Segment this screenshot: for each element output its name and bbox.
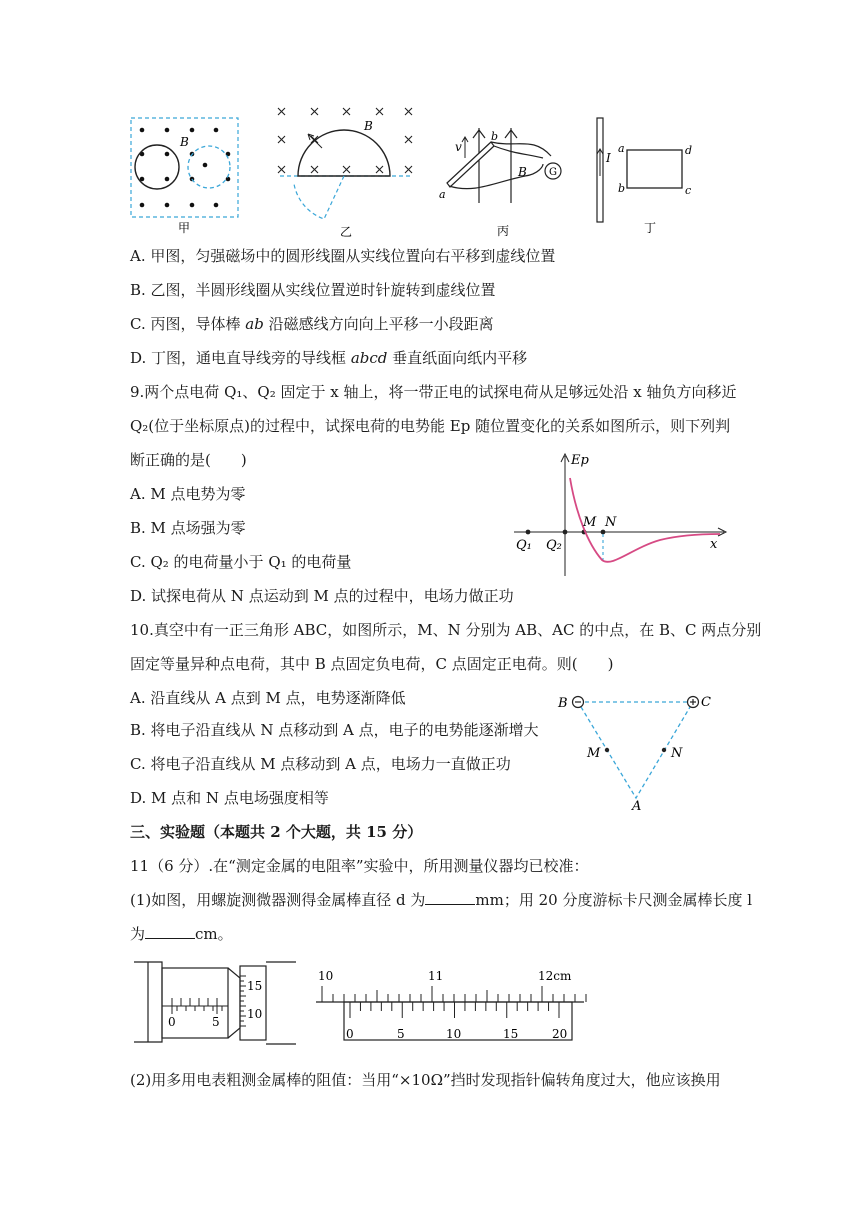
svg-text:M: M: [583, 515, 597, 530]
q11-stem-line3: 为 cm。: [130, 925, 233, 943]
q11-part2-line: (2)用多用电表粗测金属棒的阻值：当用“×10Ω”挡时发现指针偏转角度过大，他应该换用: [130, 1071, 721, 1089]
svg-text:11: 11: [428, 969, 444, 983]
q9-stem-line2: Q₂(位于坐标原点)的过程中，试探电荷的电势能 Ep 随位置变化的关系如图所示，则下列判: [130, 417, 731, 435]
figure-bing: [435, 120, 570, 238]
figure-ding: [592, 114, 702, 238]
svg-text:I: I: [606, 151, 611, 165]
svg-text:M: M: [587, 746, 601, 761]
svg-text:Ep: Ep: [571, 453, 589, 468]
ding-caption: 丁: [644, 221, 657, 235]
svg-text:c: c: [685, 184, 692, 197]
q10-triangle-figure: [550, 686, 720, 810]
svg-text:B: B: [558, 696, 568, 711]
q9-option-a: A. M 点电势为零: [130, 485, 246, 503]
figure-yi: [274, 104, 416, 238]
svg-text:A: A: [632, 799, 642, 810]
q9-option-d: D. 试探电荷从 N 点运动到 M 点的过程中，电场力做正功: [130, 587, 514, 605]
svg-text:d: d: [685, 144, 693, 157]
q9-ep-graph: [510, 448, 732, 580]
vernier-caliper-figure: [312, 964, 590, 1044]
svg-text:0: 0: [168, 1015, 176, 1029]
q10-option-c: C. 将电子沿直线从 M 点移动到 A 点，电场力一直做正功: [130, 755, 511, 773]
section-3-heading: 三、实验题（本题共 2 个大题，共 15 分）: [130, 823, 423, 841]
svg-text:15: 15: [503, 1027, 519, 1041]
jia-field-label: B: [180, 135, 189, 149]
svg-text:b: b: [618, 182, 626, 195]
svg-text:C: C: [701, 695, 711, 710]
svg-text:10: 10: [247, 1007, 263, 1021]
svg-text:N: N: [605, 515, 617, 530]
q9-stem-line3: 断正确的是( ): [130, 451, 247, 469]
figure-jia: [128, 113, 244, 235]
q11-stem-line1: 11（6 分）.在“测定金属的电阻率”实验中，所用测量仪器均已校准：: [130, 857, 589, 875]
q11-stem-line2: (1)如图，用螺旋测微器测得金属棒直径 d 为 mm；用 20 分度游标卡尺测金属棒长度 l: [130, 891, 753, 909]
q8-option-b: B. 乙图，半圆形线圈从实线位置逆时针旋转到虚线位置: [130, 281, 496, 299]
svg-text:0: 0: [346, 1027, 354, 1041]
q10-option-b: B. 将电子沿直线从 N 点移动到 A 点，电子的电势能逐渐增大: [130, 721, 539, 739]
svg-text:x: x: [710, 537, 718, 552]
svg-text:a: a: [618, 142, 625, 155]
q10-option-a: A. 沿直线从 A 点到 M 点，电势逐渐降低: [130, 689, 406, 707]
micrometer-figure: [128, 956, 300, 1048]
svg-text:b: b: [491, 130, 499, 143]
q8-option-c: C. 丙图，导体棒 ab 沿磁感线方向向上平移一小段距离: [130, 315, 494, 333]
bing-caption: 丙: [497, 224, 510, 238]
svg-text:a: a: [439, 188, 446, 201]
svg-text:N: N: [671, 746, 683, 761]
svg-text:10: 10: [318, 969, 334, 983]
q9-stem-line1: 9.两个点电荷 Q₁、Q₂ 固定于 x 轴上，将一带正电的试探电荷从足够远处沿 x 轴负方向移近: [130, 383, 737, 401]
svg-text:20: 20: [552, 1027, 568, 1041]
yi-field-label: B: [364, 119, 373, 133]
q10-stem-line1: 10.真空中有一正三角形 ABC，如图所示，M、N 分别为 AB、AC 的中点，在 B、C 两点分别: [130, 621, 762, 639]
q9-option-b: B. M 点场强为零: [130, 519, 246, 537]
q10-option-d: D. M 点和 N 点电场强度相等: [130, 789, 329, 807]
answer-blank-length[interactable]: [145, 924, 195, 939]
svg-text:Q₂: Q₂: [546, 538, 562, 553]
q9-option-c: C. Q₂ 的电荷量小于 Q₁ 的电荷量: [130, 553, 352, 571]
svg-text:Q₁: Q₁: [516, 538, 532, 553]
svg-text:v: v: [455, 140, 462, 154]
yi-caption: 乙: [340, 225, 353, 238]
svg-text:10: 10: [446, 1027, 462, 1041]
svg-text:12cm: 12cm: [538, 969, 572, 983]
q10-stem-line2: 固定等量异种点电荷，其中 B 点固定负电荷，C 点固定正电荷。则( ): [130, 655, 614, 673]
q8-option-a: A. 甲图，匀强磁场中的圆形线圈从实线位置向右平移到虚线位置: [130, 247, 556, 265]
svg-text:G: G: [549, 167, 557, 178]
svg-text:B: B: [518, 165, 527, 179]
jia-caption: 甲: [178, 221, 191, 235]
svg-text:15: 15: [247, 979, 263, 993]
q8-option-d: D. 丁图，通电直导线旁的导线框 abcd 垂直纸面向纸内平移: [130, 349, 528, 367]
svg-text:5: 5: [212, 1015, 220, 1029]
answer-blank-diameter[interactable]: [425, 890, 475, 905]
svg-text:5: 5: [397, 1027, 405, 1041]
